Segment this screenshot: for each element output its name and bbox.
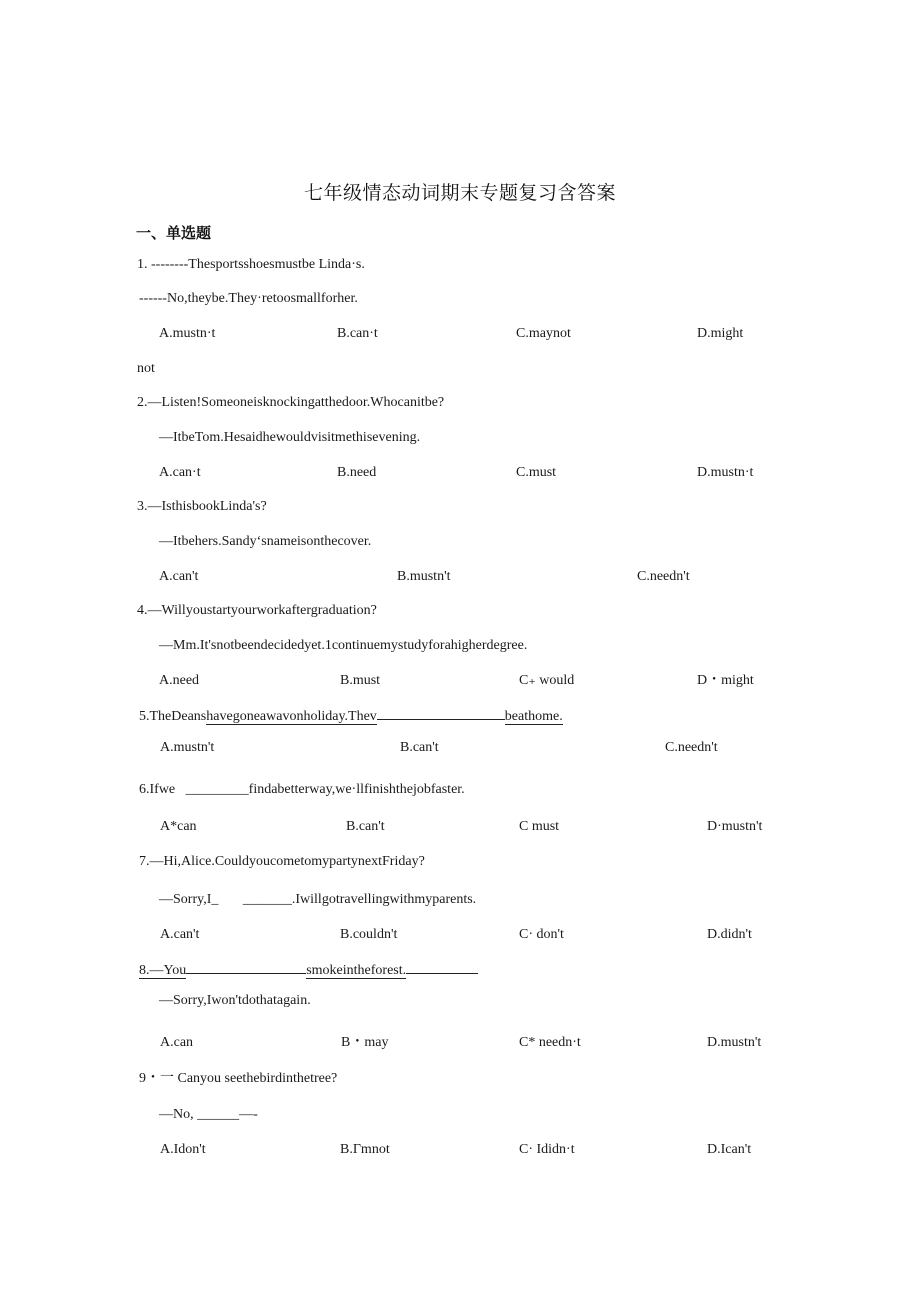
question-7-stem: 7.—Hi,Alice.CouldyoucometomypartynextFriday? — [139, 854, 425, 869]
question-7-reply-start: —Sorry,I_ — [159, 892, 219, 907]
question-2-option-a: A.can·t — [159, 465, 201, 480]
question-9-stem: 9・一 Canyou seethebirdinthetree? — [139, 1071, 338, 1086]
question-6-stem-start: 6.Ifwe — [139, 782, 176, 797]
question-3-option-b: B.mustn't — [397, 569, 451, 584]
section-heading: 一、单选题 — [136, 224, 212, 242]
question-5-option-a: A.mustn't — [160, 740, 215, 755]
question-4-option-b: B.must — [340, 673, 381, 688]
question-9-reply: —No, ______—- — [159, 1107, 258, 1122]
question-1-stem: 1. --------Thesportsshoesmustbe Linda·s. — [137, 257, 365, 272]
question-7-blank: _______ — [242, 892, 292, 907]
question-6-option-d: D·mustn't — [707, 819, 763, 834]
question-8-option-a: A.can — [160, 1035, 194, 1050]
question-5-blank — [377, 705, 505, 720]
question-7-option-b: B.couldn't — [340, 927, 398, 942]
question-6-option-b: B.can't — [346, 819, 385, 834]
question-2-reply: —ItbeTom.Hesaidhewouldvisitmethisevening. — [159, 430, 421, 445]
question-8-option-c: C* needn·t — [519, 1035, 581, 1050]
question-9-option-c: C· Ididn·t — [519, 1142, 575, 1157]
question-6-blank: ________ — [185, 782, 242, 797]
question-6-option-a: A*can — [160, 819, 197, 834]
question-1-option-a: A.mustn·t — [159, 326, 216, 341]
question-4-option-d: D・might — [697, 673, 754, 688]
question-8-stem-start: 8.—You — [139, 963, 187, 978]
question-4-option-a: A.need — [159, 673, 200, 688]
question-8-blank — [186, 959, 306, 974]
question-7-option-c: C· don't — [519, 927, 564, 942]
question-3-option-c: C.needn't — [637, 569, 690, 584]
question-5-stem-end: beathome. — [504, 709, 563, 724]
question-4-reply: —Mm.It'snotbeendecidedyet.1continuemystudyforahigherdegree. — [159, 638, 528, 653]
question-7-option-a: A.can't — [160, 927, 200, 942]
question-8-stem-end: smokeintheforest. — [306, 963, 407, 978]
question-8-trailing-line — [406, 959, 478, 974]
question-5-stem-start: 5.TheDeans — [139, 709, 207, 724]
question-8-option-b: B・may — [341, 1035, 389, 1050]
question-1-reply: ------No,theybe.They·retoosmallforher. — [139, 291, 358, 306]
question-8-stem — [139, 959, 478, 980]
question-2-stem: 2.—Listen!Someoneisknockingatthedoor.Whocanitbe? — [137, 395, 445, 410]
question-7-reply-end: .Iwillgotravellingwithmyparents. — [291, 892, 477, 907]
question-2-option-c: C.must — [516, 465, 557, 480]
question-5-stem-middle: havegoneawavonholiday.Thev — [206, 709, 377, 724]
question-2-option-b: B.need — [337, 465, 377, 480]
question-4-stem: 4.—Willyoustartyourworkaftergraduation? — [137, 603, 377, 618]
page-title: 七年级情态动词期末专题复习含答案 — [303, 182, 616, 204]
question-5-option-b: B.can't — [400, 740, 439, 755]
question-9-option-a: A.Idon't — [160, 1142, 206, 1157]
question-1-option-c: C.maynot — [516, 326, 571, 341]
question-1-option-b: B.can·t — [337, 326, 378, 341]
question-5-option-c: C.needn't — [665, 740, 718, 755]
question-3-option-a: A.can't — [159, 569, 199, 584]
question-6-stem — [139, 781, 465, 799]
question-5-stem — [139, 705, 563, 726]
question-7-reply — [159, 891, 476, 909]
question-6-option-c: C must — [519, 819, 560, 834]
question-4-option-c: C₊ would — [519, 673, 575, 688]
question-8-option-d: D.mustn't — [707, 1035, 762, 1050]
question-1-option-d-continued: not — [137, 361, 155, 376]
question-9-option-d: D.Ican't — [707, 1142, 752, 1157]
question-9-option-b: B.Γmnot — [340, 1142, 390, 1157]
question-6-stem-end: _findabetterway,we·llfinishthejobfaster. — [241, 782, 465, 797]
question-3-stem: 3.—IsthisbookLinda's? — [137, 499, 267, 514]
question-1-option-d: D.might — [697, 326, 744, 341]
question-8-reply: —Sorry,Iwon'tdothatagain. — [159, 993, 311, 1008]
question-2-option-d: D.mustn·t — [697, 465, 754, 480]
question-7-option-d: D.didn't — [707, 927, 752, 942]
question-3-reply: —Itbehers.Sandy‘snameisonthecover. — [159, 534, 372, 549]
